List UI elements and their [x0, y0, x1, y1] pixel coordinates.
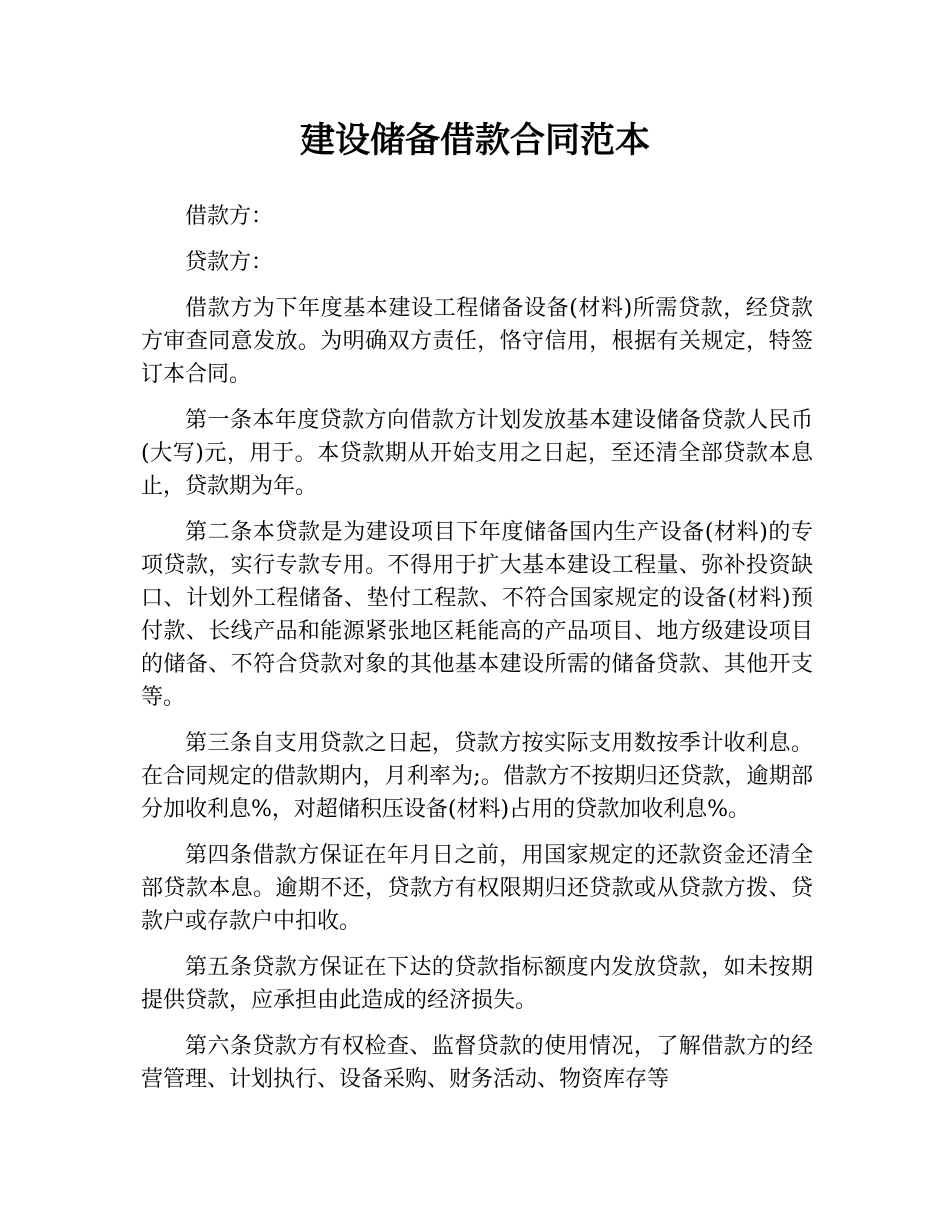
paragraph-article-4: 第四条借款方保证在年月日之前，用国家规定的还款资金还清全部贷款本息。逾期不还，贷款方有权限期归还贷款或从贷款方拨、贷款户或存款户中扣收。	[141, 843, 813, 934]
paragraph-article-5: 第五条贷款方保证在下达的贷款指标额度内发放贷款，如未按期提供贷款，应承担由此造成的经济损失。	[141, 955, 813, 1013]
paragraph-article-2: 第二条本贷款是为建设项目下年度储备国内生产设备(材料)的专项贷款，实行专款专用。不得用于扩大基本建设工程量、弥补投资缺口、计划外工程储备、垫付工程款、不符合国家规定的设备(材料)预付款、长线产品和能源紧张地区耗能高的产品项目、地方级建设项目的储备、不符合贷款对象的其他基本建设所需的储备贷款、其他开支等。	[141, 520, 813, 710]
paragraph-article-6: 第六条贷款方有权检查、监督贷款的使用情况，了解借款方的经营管理、计划执行、设备采购、财务活动、物资库存等	[141, 1034, 813, 1092]
document-body	[141, 200, 813, 1109]
paragraph-article-1: 第一条本年度贷款方向借款方计划发放基本建设储备贷款人民币(大写)元，用于。本贷款期从开始支用之日起，至还清全部贷款本息止，贷款期为年。	[141, 408, 813, 499]
document-title: 建设储备借款合同范本	[299, 121, 650, 161]
paragraph-preamble: 借款方为下年度基本建设工程储备设备(材料)所需贷款，经贷款方审查同意发放。为明确双方责任，恪守信用，根据有关规定，特签订本合同。	[141, 296, 813, 387]
paragraph-borrower: 借款方：	[185, 204, 274, 229]
paragraph-article-3: 第三条自支用贷款之日起，贷款方按实际支用数按季计收利息。在合同规定的借款期内，月利率为;。借款方不按期归还贷款，逾期部分加收利息%，对超储积压设备(材料)占用的贷款加收利息%。	[141, 731, 813, 822]
paragraph-lender: 贷款方：	[185, 250, 274, 275]
